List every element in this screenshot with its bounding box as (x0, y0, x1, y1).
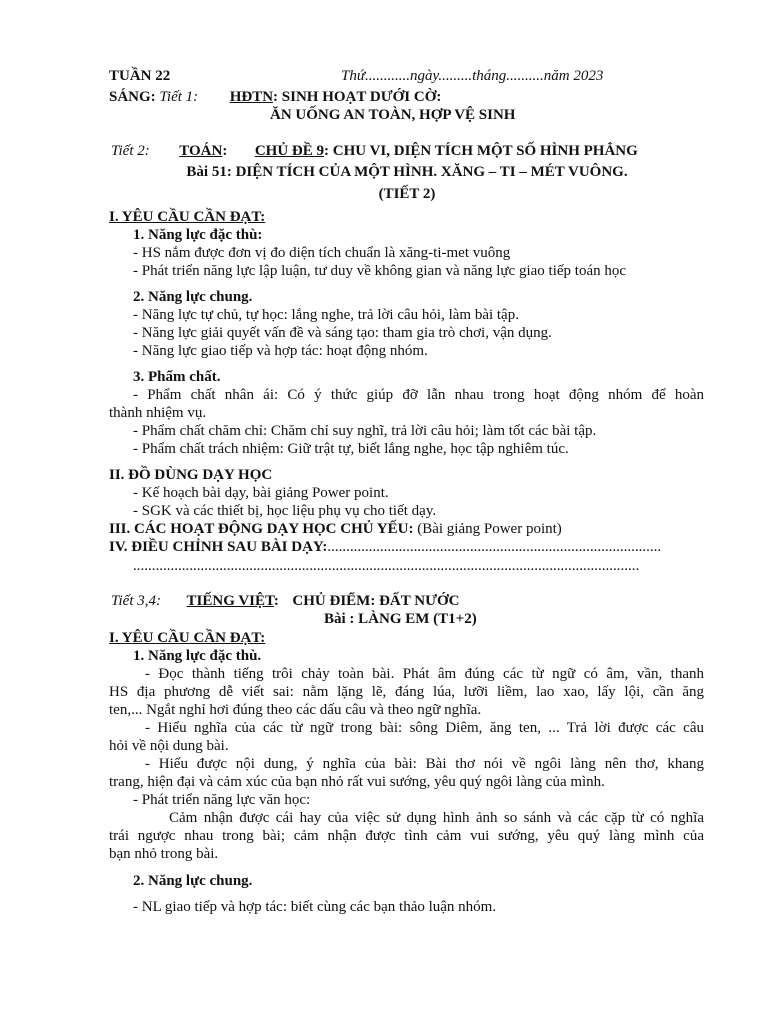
math-colon: : (222, 143, 228, 159)
week-label: TUẦN 22 (109, 68, 171, 84)
viet-section1-title: I. YÊU CẦU CẦN ĐẠT: (109, 630, 266, 646)
viet-p2-line1: - Hiểu nghĩa của các từ ngữ trong bài: sông Diêm, ăng ten, ... Trả lời được các câu (145, 720, 704, 736)
viet-p1-line3: ten,... Ngắt nghỉ hơi đúng theo các dấu câu và theo ngữ nghĩa. (109, 702, 482, 718)
math-lesson-title: Bài 51: DIỆN TÍCH CỦA MỘT HÌNH. XĂNG – TI – MÉT VUÔNG. (186, 164, 628, 180)
viet-p5-line3: bạn nhỏ trong bài. (109, 846, 219, 862)
math-section3-note: (Bài giảng Power point) (413, 521, 562, 537)
viet-period: Tiết 3,4: (111, 593, 162, 609)
math-s1-1-item-a: - HS nắm được đơn vị đo diện tích chuẩn là xăng-ti-met vuông (133, 245, 511, 261)
math-section4-dots2: ....................................................................................................................................... (133, 558, 640, 574)
topic1-line-a: : SINH HOẠT DƯỚI CỜ: (273, 89, 442, 105)
math-section3-line (109, 520, 562, 538)
math-s1-2-item-b: - Năng lực giải quyết vấn đề và sáng tạo: tham gia trò chơi, vận dụng. (133, 325, 552, 341)
math-period: Tiết 2: (111, 143, 150, 159)
math-s1-3-heading: 3. Phẩm chất. (133, 369, 221, 385)
math-s1-3-item-a2: thành nhiệm vụ. (109, 405, 207, 421)
math-section2-title: II. ĐỒ DÙNG DẠY HỌC (109, 467, 273, 483)
math-theme-rest: : CHU VI, DIỆN TÍCH MỘT SỐ HÌNH PHẲNG (324, 143, 638, 159)
math-section4-line (109, 538, 661, 556)
math-s1-3-item-c: - Phẩm chất trách nhiệm: Giữ trật tự, biết lắng nghe, học tập nghiêm túc. (133, 441, 569, 457)
viet-p5-line1: Cảm nhận được cái hay của việc sử dụng hình ảnh so sánh và các cặp từ có nghĩa (169, 810, 704, 826)
session-period1-line (109, 88, 441, 106)
viet-s1-1-heading: 1. Năng lực đặc thù. (133, 648, 262, 664)
viet-p3-line1: - Hiểu được nội dung, ý nghĩa của bài: Bài thơ nói về ngôi làng nên thơ, khang (145, 756, 704, 772)
viet-p2-line2: hỏi về nội dung bài. (109, 738, 229, 754)
math-subject: TOÁN (179, 143, 223, 159)
math-title-line (111, 142, 638, 160)
math-part-label: (TIẾT 2) (378, 186, 436, 202)
math-s2-item-b: - SGK và các thiết bị, học liệu phụ vụ cho tiết dạy. (133, 503, 437, 519)
period1-label: Tiết 1: (159, 89, 199, 105)
viet-theme: CHỦ ĐIỂM: ĐẤT NƯỚC (292, 593, 460, 609)
viet-lesson-title: Bài : LÀNG EM (T1+2) (324, 611, 477, 627)
math-s1-1-item-b: - Phát triển năng lực lập luận, tư duy về không gian và năng lực giao tiếp toán học (133, 263, 627, 279)
math-s1-2-item-c: - Năng lực giao tiếp và hợp tác: hoạt động nhóm. (133, 343, 428, 359)
viet-p5-line2: trái ngược nhau trong bài; cảm nhận được tình cảm vui sướng, yêu quý làng mình của (109, 828, 704, 844)
math-section4-dots1: ......................................................................................... (327, 539, 662, 555)
math-s1-3-item-b: - Phẩm chất chăm chỉ: Chăm chỉ suy nghĩ, trả lời câu hỏi; làm tốt các bài tập. (133, 423, 597, 439)
math-theme-label: CHỦ ĐỀ 9 (254, 143, 325, 159)
viet-p4: - Phát triển năng lực văn học: (133, 792, 311, 808)
topic1-line-b: ĂN UỐNG AN TOÀN, HỢP VỆ SINH (270, 107, 516, 123)
math-s1-1-heading: 1. Năng lực đặc thù: (133, 227, 263, 243)
math-section4-title: IV. ĐIỀU CHỈNH SAU BÀI DẠY: (109, 539, 328, 555)
math-s1-2-item-a: - Năng lực tự chủ, tự học: lắng nghe, trả lời câu hỏi, làm bài tập. (133, 307, 519, 323)
math-s1-2-heading: 2. Năng lực chung. (133, 289, 253, 305)
viet-p1-line1: - Đọc thành tiếng trôi chảy toàn bài. Phát âm đúng các từ ngữ có âm, vần, thanh (145, 666, 704, 682)
math-section3-title: III. CÁC HOẠT ĐỘNG DẠY HỌC CHỦ YẾU: (109, 521, 414, 537)
math-section1-title: I. YÊU CẦU CẦN ĐẠT: (109, 209, 266, 225)
math-s1-3-item-a1: - Phẩm chất nhân ái: Có ý thức giúp đỡ lẫn nhau trong hoạt động nhóm để hoàn (133, 387, 704, 403)
subject1-label: HĐTN (229, 89, 274, 105)
date-line: Thứ............ngày.........tháng..........năm 2023 (341, 68, 604, 84)
viet-colon: : (273, 593, 279, 609)
viet-p3-line2: trang, hiện đại và cảm xúc của bạn nhỏ rất vui sướng, yêu quý ngôi làng của mình. (109, 774, 605, 790)
viet-subject: TIẾNG VIỆT (186, 593, 274, 609)
viet-s1-2-item-a: - NL giao tiếp và hợp tác: biết cùng các bạn thảo luận nhóm. (133, 899, 497, 915)
session-label: SÁNG: (109, 89, 156, 105)
math-s2-item-a: - Kế hoạch bài dạy, bài giảng Power point. (133, 485, 389, 501)
viet-title-line (111, 592, 460, 610)
viet-p1-line2: HS địa phương dễ viết sai: nằm lặng lẽ, đáng lúa, lưỡi liềm, lao xao, lấy lội, cần ăng (109, 684, 704, 700)
viet-s1-2-heading: 2. Năng lực chung. (133, 873, 253, 889)
